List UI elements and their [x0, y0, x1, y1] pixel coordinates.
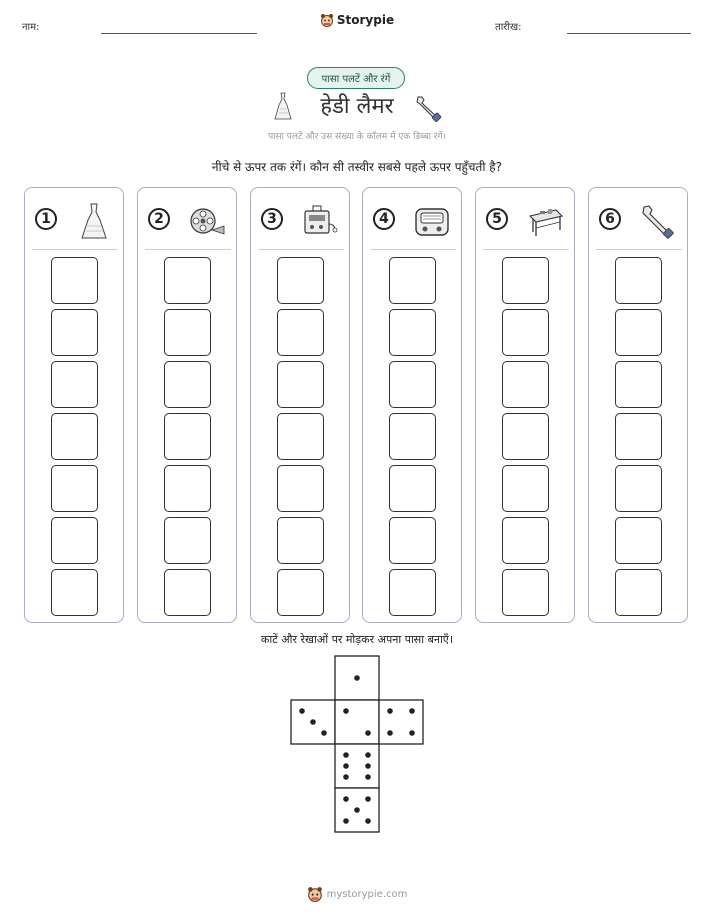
column-4	[362, 187, 462, 623]
vintage-radio-icon	[413, 202, 451, 240]
name-label: नाम:	[22, 22, 40, 33]
column-divider	[483, 249, 569, 250]
column-header	[373, 202, 453, 242]
color-box[interactable]	[502, 257, 549, 304]
color-box[interactable]	[51, 569, 98, 616]
color-box[interactable]	[51, 257, 98, 304]
footer	[0, 886, 714, 902]
color-box[interactable]	[502, 309, 549, 356]
color-box[interactable]	[615, 517, 662, 564]
subtitle: पासा पलटें और उस संख्या के कॉलम में एक डिब्बा रंगें।	[268, 132, 446, 142]
color-box[interactable]	[502, 361, 549, 408]
color-box[interactable]	[51, 361, 98, 408]
color-box[interactable]	[277, 361, 324, 408]
color-box[interactable]	[389, 257, 436, 304]
column-divider	[32, 249, 118, 250]
column-header	[599, 202, 679, 242]
color-box[interactable]	[277, 569, 324, 616]
color-box[interactable]	[615, 361, 662, 408]
column-header	[35, 202, 115, 242]
color-box[interactable]	[615, 569, 662, 616]
storypie-logo-icon	[320, 13, 334, 27]
color-box[interactable]	[615, 413, 662, 460]
color-box[interactable]	[164, 257, 211, 304]
color-box[interactable]	[277, 413, 324, 460]
dice-face-back	[335, 788, 379, 832]
cut-instruction: काटें और रेखाओं पर मोड़कर अपना पासा बनाएँ।	[260, 633, 454, 646]
column-number: 6	[599, 208, 621, 230]
column-number: 4	[373, 208, 395, 230]
color-box[interactable]	[51, 413, 98, 460]
color-box[interactable]	[164, 361, 211, 408]
column-5	[475, 187, 575, 623]
color-box[interactable]	[389, 465, 436, 512]
column-2	[137, 187, 237, 623]
dice-face-top	[335, 656, 379, 700]
dice-face-left	[291, 700, 335, 744]
column-header	[261, 202, 341, 242]
date-line	[567, 33, 691, 34]
radio-device-icon	[301, 202, 339, 240]
color-box[interactable]	[277, 517, 324, 564]
color-box[interactable]	[164, 517, 211, 564]
brand-name: Storypie	[336, 13, 395, 27]
color-box[interactable]	[277, 465, 324, 512]
activity-pill: पासा पलटें और रंगें	[307, 67, 405, 89]
column-divider	[258, 249, 344, 250]
wrench-icon	[639, 202, 677, 240]
name-line	[101, 33, 257, 34]
page-title: हेडी लैमर	[320, 94, 394, 119]
dice-face-bottom	[335, 744, 379, 788]
color-box[interactable]	[502, 569, 549, 616]
color-box[interactable]	[389, 569, 436, 616]
workbench-icon	[526, 202, 564, 240]
film-reel-icon	[188, 202, 226, 240]
date-label: तारीख:	[495, 22, 522, 33]
color-box[interactable]	[389, 361, 436, 408]
color-box[interactable]	[615, 465, 662, 512]
column-number: 2	[148, 208, 170, 230]
color-box[interactable]	[164, 569, 211, 616]
column-number: 3	[261, 208, 283, 230]
color-box[interactable]	[389, 517, 436, 564]
footer-url[interactable]: mystorypie.com	[326, 888, 408, 900]
color-box[interactable]	[615, 309, 662, 356]
color-box[interactable]	[389, 413, 436, 460]
column-3	[250, 187, 350, 623]
color-box[interactable]	[502, 465, 549, 512]
gown-icon	[75, 202, 113, 240]
color-box[interactable]	[502, 517, 549, 564]
color-box[interactable]	[164, 309, 211, 356]
dice-face-center	[335, 700, 379, 744]
color-box[interactable]	[164, 413, 211, 460]
dice-net	[289, 654, 425, 836]
instruction-text: नीचे से ऊपर तक रंगें। कौन सी तस्वीर सबसे पहले ऊपर पहुँचती है?	[211, 160, 503, 174]
wrench-icon	[413, 93, 443, 123]
brand-header	[0, 13, 714, 27]
color-box[interactable]	[389, 309, 436, 356]
column-6	[588, 187, 688, 623]
color-box[interactable]	[277, 257, 324, 304]
column-divider	[370, 249, 456, 250]
color-box[interactable]	[502, 413, 549, 460]
column-number: 1	[35, 208, 57, 230]
storypie-logo-icon	[307, 886, 323, 902]
column-divider	[596, 249, 682, 250]
color-box[interactable]	[277, 309, 324, 356]
column-number: 5	[486, 208, 508, 230]
dice-face-right	[379, 700, 423, 744]
color-box[interactable]	[164, 465, 211, 512]
column-divider	[145, 249, 231, 250]
color-box[interactable]	[51, 465, 98, 512]
color-box[interactable]	[51, 309, 98, 356]
color-box[interactable]	[51, 517, 98, 564]
column-header	[148, 202, 228, 242]
column-header	[486, 202, 566, 242]
column-1	[24, 187, 124, 623]
color-box[interactable]	[615, 257, 662, 304]
